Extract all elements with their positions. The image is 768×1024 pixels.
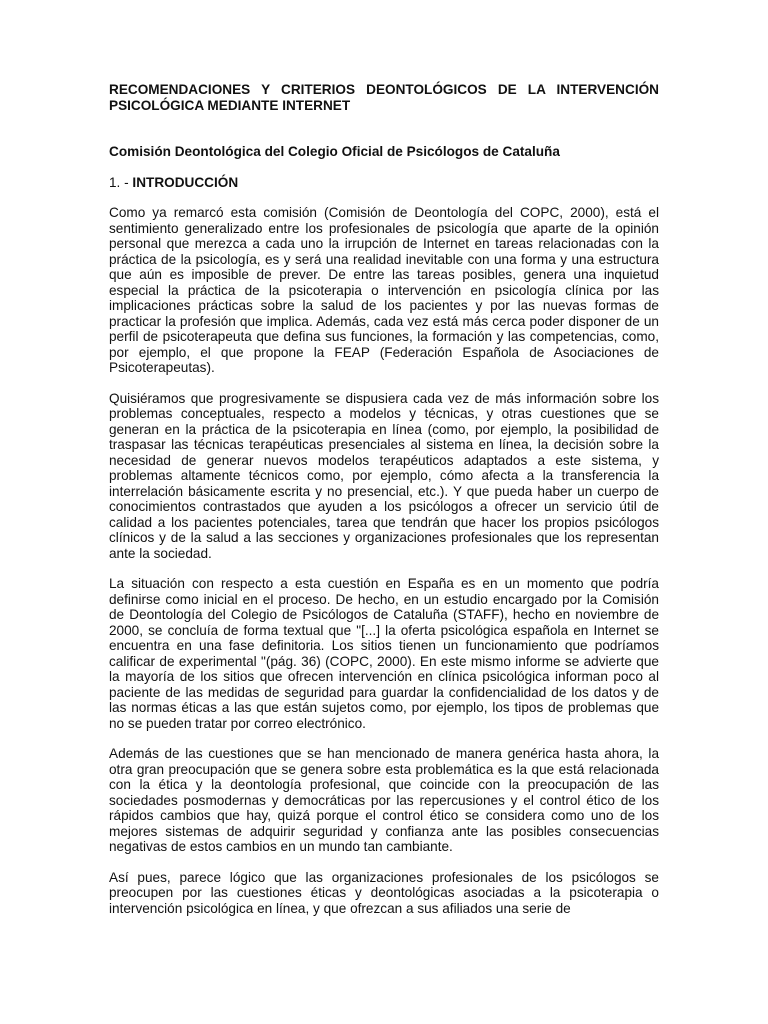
paragraph: Como ya remarcó esta comisión (Comisión de Deontología del COPC, 2000), está el sentimiento generalizado entre los profesionales de psicología que aparte de la opinión personal que merezca a cada uno la irrupción de Internet en tareas relacionadas con la práctica de la psicología, es y será una realidad inevitable con una forma y una estructura que aún es imposible de prever. De entre las tareas posibles, genera una inquietud especial la práctica de la psicoterapia o intervención en psicología clínica por las implicaciones prácticas sobre la salud de los pacientes y por las nuevas formas de practicar la profesión que implica. Además, cada vez está más cerca poder disponer de un perfil de psicoterapeuta que defina sus funciones, la formación y las competencias, como, por ejemplo, el que propone la FEAP (Federación Española de Asociaciones de Psicoterapeutas).	[109, 205, 659, 375]
paragraph: Así pues, parece lógico que las organizaciones profesionales de los psicólogos se preocupen por las cuestiones éticas y deontológicas asociadas a la psicoterapia o intervención psicológica en línea, y que ofrezcan a sus afiliados una serie de	[109, 869, 659, 916]
document-title: RECOMENDACIONES Y CRITERIOS DEONTOLÓGICOS DE LA INTERVENCIÓN PSICOLÓGICA MEDIANTE INTERNET	[109, 82, 659, 113]
section-number: 1. -	[109, 174, 133, 190]
document-subtitle: Comisión Deontológica del Colegio Oficial de Psicólogos de Cataluña	[109, 144, 560, 159]
section-heading	[109, 175, 659, 191]
document-page	[109, 82, 659, 916]
paragraph: Además de las cuestiones que se han mencionado de manera genérica hasta ahora, la otra gran preocupación que se genera sobre esta problemática es la que está relacionada con la ética y la deontología profesional, que coincide con la preocupación de las sociedades posmodernas y democráticas por las repercusiones y el control ético de los rápidos cambios que hay, quizá porque el control ético se considera como uno de los mejores sistemas de adquirir seguridad y confianza ante las posibles consecuencias negativas de estos cambios en un mundo tan cambiante.	[109, 746, 659, 854]
paragraph: Quisiéramos que progresivamente se dispusiera cada vez de más información sobre los problemas conceptuales, respecto a modelos y técnicas, y otras cuestiones que se generan en la práctica de la psicoterapia en línea (como, por ejemplo, la posibilidad de traspasar las técnicas terapéuticas presenciales al sistema en línea, la decisión sobre la necesidad de generar nuevos modelos terapéuticos adaptados a este sistema, y problemas altamente técnicos como, por ejemplo, cómo afecta a la transferencia la interrelación básicamente escrita y no presencial, etc.). Y que pueda haber un cuerpo de conocimientos contrastados que ayuden a los psicólogos a ofrecer un servicio útil de calidad a los pacientes potenciales, tarea que tendrán que hacer los propios psicólogos clínicos y de la salud a las secciones y organizaciones profesionales que los representan ante la sociedad.	[109, 390, 659, 561]
paragraph: La situación con respecto a esta cuestión en España es en un momento que podría definirse como inicial en el proceso. De hecho, en un estudio encargado por la Comisión de Deontología del Colegio de Psicólogos de Cataluña (STAFF), hecho en noviembre de 2000, se concluía de forma textual que "[...] la oferta psicológica española en Internet se encuentra en una fase definitoria. Los sitios tienen un funcionamiento que podríamos calificar de experimental "(pág. 36) (COPC, 2000). En este mismo informe se advierte que la mayoría de los sitios que ofrecen intervención en clínica psicológica informan poco al paciente de las medidas de seguridad para guardar la confidencialidad de los datos y de las normas éticas a las que están sujetos como, por ejemplo, los tipos de problemas que no se pueden tratar por correo electrónico.	[109, 576, 659, 731]
section-name: INTRODUCCIÓN	[132, 174, 239, 190]
